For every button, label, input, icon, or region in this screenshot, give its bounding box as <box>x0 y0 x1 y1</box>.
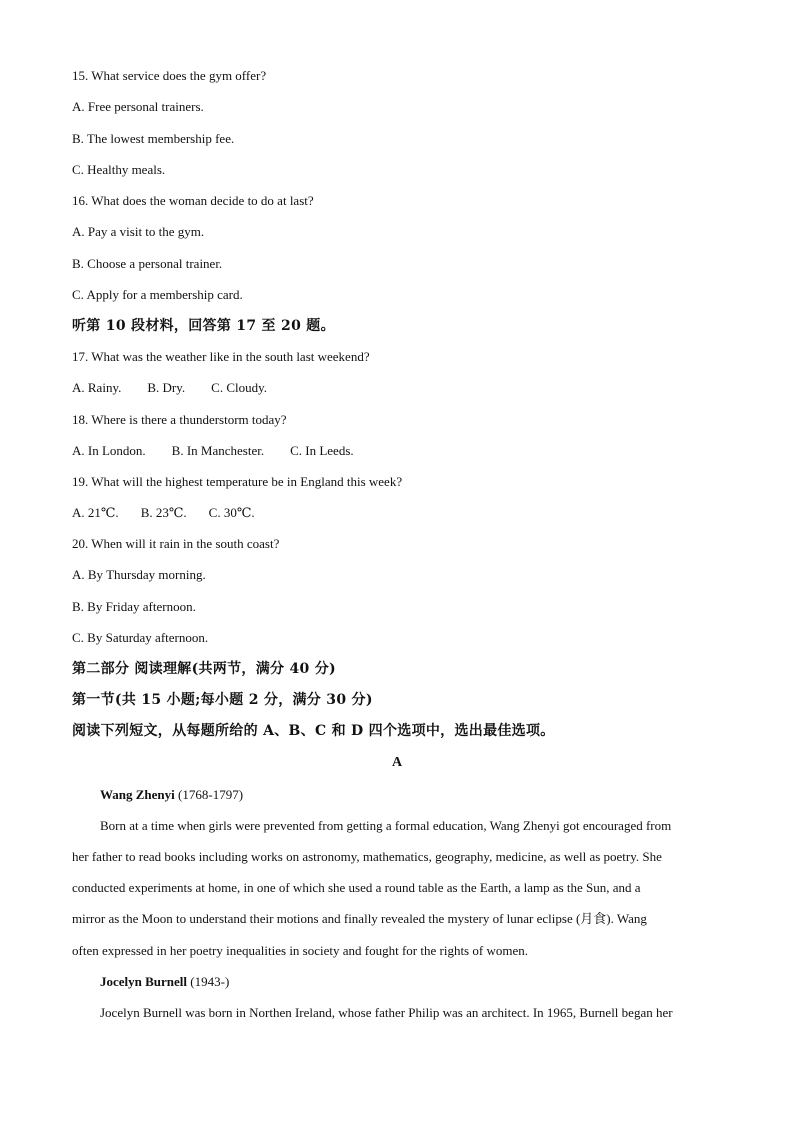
option-15-a: A. Free personal trainers. <box>72 99 204 114</box>
wang-heading <box>100 787 243 803</box>
option-18-a: A. In London. <box>72 443 146 458</box>
burnell-years: (1943-) <box>187 974 230 989</box>
wang-line-4: mirror as the Moon to understand their motions and finally revealed the mystery of lunar eclipse (月食). Wang <box>72 911 647 926</box>
option-15-b: B. The lowest membership fee. <box>72 131 235 146</box>
option-19-a: A. 21℃. <box>72 505 119 520</box>
option-18-c: C. In Leeds. <box>290 443 354 458</box>
wang-line-3: conducted experiments at home, in one of which she used a round table as the Earth, a lamp as the Sun, and a <box>72 880 641 895</box>
option-18-b: B. In Manchester. <box>171 443 265 458</box>
option-20-a: A. By Thursday morning. <box>72 567 206 582</box>
burnell-line-1: Jocelyn Burnell was born in Northen Ireland, whose father Philip was an architect. In 1965, Burnell began her <box>100 1005 673 1020</box>
option-16-c: C. Apply for a membership card. <box>72 287 243 302</box>
wang-name: Wang Zhenyi <box>100 787 175 802</box>
question-20: 20. When will it rain in the south coast? <box>72 536 280 551</box>
option-17-b: B. Dry. <box>147 380 186 395</box>
option-20-c: C. By Saturday afternoon. <box>72 630 209 645</box>
part-2-heading: 第二部分 阅读理解(共两节，满分 40 分) <box>72 661 336 677</box>
option-19-c: C. 30℃. <box>208 505 255 520</box>
question-16: 16. What does the woman decide to do at last? <box>72 193 314 208</box>
question-15: 15. What service does the gym offer? <box>72 68 267 83</box>
question-17: 17. What was the weather like in the south last weekend? <box>72 349 370 364</box>
burnell-name: Jocelyn Burnell <box>100 974 188 989</box>
wang-line-2: her father to read books including works on astronomy, mathematics, geography, medicine, as well as poetry. She <box>72 849 662 864</box>
option-20-b: B. By Friday afternoon. <box>72 599 196 614</box>
option-16-b: B. Choose a personal trainer. <box>72 256 223 271</box>
option-17-c: C. Cloudy. <box>211 380 268 395</box>
wang-years: (1768-1797) <box>174 787 244 802</box>
burnell-heading <box>100 974 229 990</box>
passage-label: A <box>391 755 403 770</box>
option-17-a: A. Rainy. <box>72 380 122 395</box>
section-10-heading: 听第 10 段材料，回答第 17 至 20 题。 <box>72 318 335 334</box>
wang-line-1: Born at a time when girls were prevented from getting a formal education, Wang Zhenyi got encouraged from <box>100 818 672 833</box>
option-15-c: C. Healthy meals. <box>72 162 166 177</box>
options-19 <box>72 505 281 521</box>
options-18 <box>72 443 380 459</box>
option-19-b: B. 23℃. <box>140 505 187 520</box>
section-1-heading: 第一节(共 15 小题;每小题 2 分，满分 30 分) <box>72 692 373 708</box>
question-19: 19. What will the highest temperature be in England this week? <box>72 474 403 489</box>
options-17 <box>72 380 293 396</box>
reading-instructions: 阅读下列短文，从每题所给的 A、B、C 和 D 四个选项中，选出最佳选项。 <box>72 723 555 739</box>
option-16-a: A. Pay a visit to the gym. <box>72 224 205 239</box>
wang-line-5: often expressed in her poetry inequalities in society and fought for the rights of women. <box>72 943 528 958</box>
question-18: 18. Where is there a thunderstorm today? <box>72 412 287 427</box>
